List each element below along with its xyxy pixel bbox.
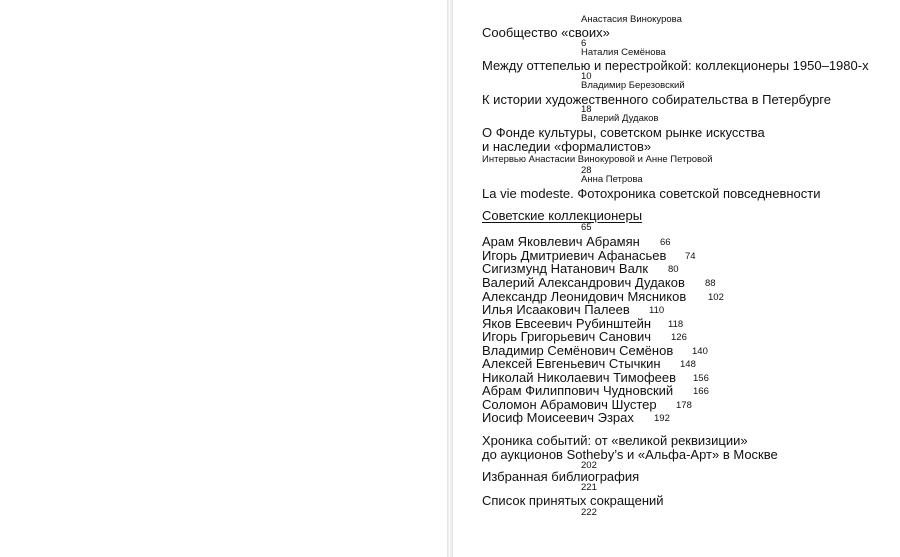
essay-page: 28 [581, 165, 592, 176]
essay-page: 18 [581, 104, 592, 115]
bibliography-page: 221 [581, 482, 597, 493]
section-page: 65 [581, 222, 592, 233]
collector-page: 102 [708, 292, 724, 303]
collector-name: Абрам Филиппович Чудновский [482, 383, 674, 398]
essay-author: Валерий Дудаков [581, 113, 659, 124]
collector-name: Александр Леонидович Мясников [482, 289, 687, 304]
collector-name: Сигизмунд Натанович Валк [482, 261, 649, 276]
essay-title: К истории художественного собирательства в Петербурге [482, 92, 831, 107]
essay-page: 6 [581, 38, 587, 49]
collector-name: Владимир Семёнович Семёнов [482, 343, 674, 358]
collector-page: 140 [692, 346, 708, 357]
collector-page: 192 [654, 413, 670, 424]
essay-page: 10 [581, 71, 592, 82]
collector-name: Иосиф Моисеевич Эзрах [482, 410, 634, 425]
essay-title: Между оттепелью и перестройкой: коллекционеры 1950–1980-х [482, 58, 869, 73]
collector-page: 166 [693, 386, 709, 397]
essay-author: Анастасия Винокурова [581, 14, 682, 25]
collector-name: Илья Исаакович Палеев [482, 302, 630, 317]
collector-page: 156 [693, 373, 709, 384]
collector-page: 118 [668, 319, 684, 330]
essay-author: Анна Петрова [581, 174, 643, 185]
collector-name: Яков Евсеевич Рубинштейн [482, 316, 652, 331]
collector-name: Алексей Евгеньевич Стычкин [482, 356, 661, 371]
essay-title: Сообщество «своих» [482, 25, 610, 40]
essay-author: Наталия Семёнова [581, 47, 666, 58]
collector-name: Соломон Абрамович Шустер [482, 397, 657, 412]
collector-name: Игорь Дмитриевич Афанасьев [482, 248, 667, 263]
abbreviations-page: 222 [581, 507, 597, 518]
essay-title-line-2: и наследии «формалистов» [482, 139, 652, 154]
section-title-link[interactable]: Советские коллекционеры [482, 208, 643, 223]
essay-author: Владимир Березовский [581, 80, 685, 91]
essay-title: О Фонде культуры, советском рынке искусства [482, 125, 765, 140]
collector-page: 148 [680, 359, 696, 370]
collector-name: Николай Николаевич Тимофеев [482, 370, 677, 385]
collector-page: 74 [685, 251, 696, 262]
essay-title: La vie modeste. Фотохроника советской повседневности [482, 186, 821, 201]
essay-interview-note: Интервью Анастасии Винокуровой и Анне Петровой [482, 154, 713, 165]
chronicle-title-line-2: до аукционов Sotheby’s и «Альфа-Арт» в Москве [482, 447, 778, 462]
collector-page: 110 [649, 305, 665, 316]
chronicle-page: 202 [581, 460, 597, 471]
collector-page: 80 [668, 264, 679, 275]
collector-page: 126 [671, 332, 687, 343]
chronicle-title: Хроника событий: от «великой реквизиции» [482, 433, 748, 448]
left-page-blank [0, 0, 447, 557]
collector-name: Игорь Григорьевич Санович [482, 329, 652, 344]
collector-page: 88 [705, 278, 716, 289]
collector-name: Валерий Александрович Дудаков [482, 275, 685, 290]
collector-page: 66 [660, 237, 671, 248]
collector-name: Арам Яковлевич Абрамян [482, 234, 640, 249]
bibliography-title: Избранная библиография [482, 469, 640, 484]
collector-page: 178 [676, 400, 692, 411]
abbreviations-title: Список принятых сокращений [482, 493, 664, 508]
